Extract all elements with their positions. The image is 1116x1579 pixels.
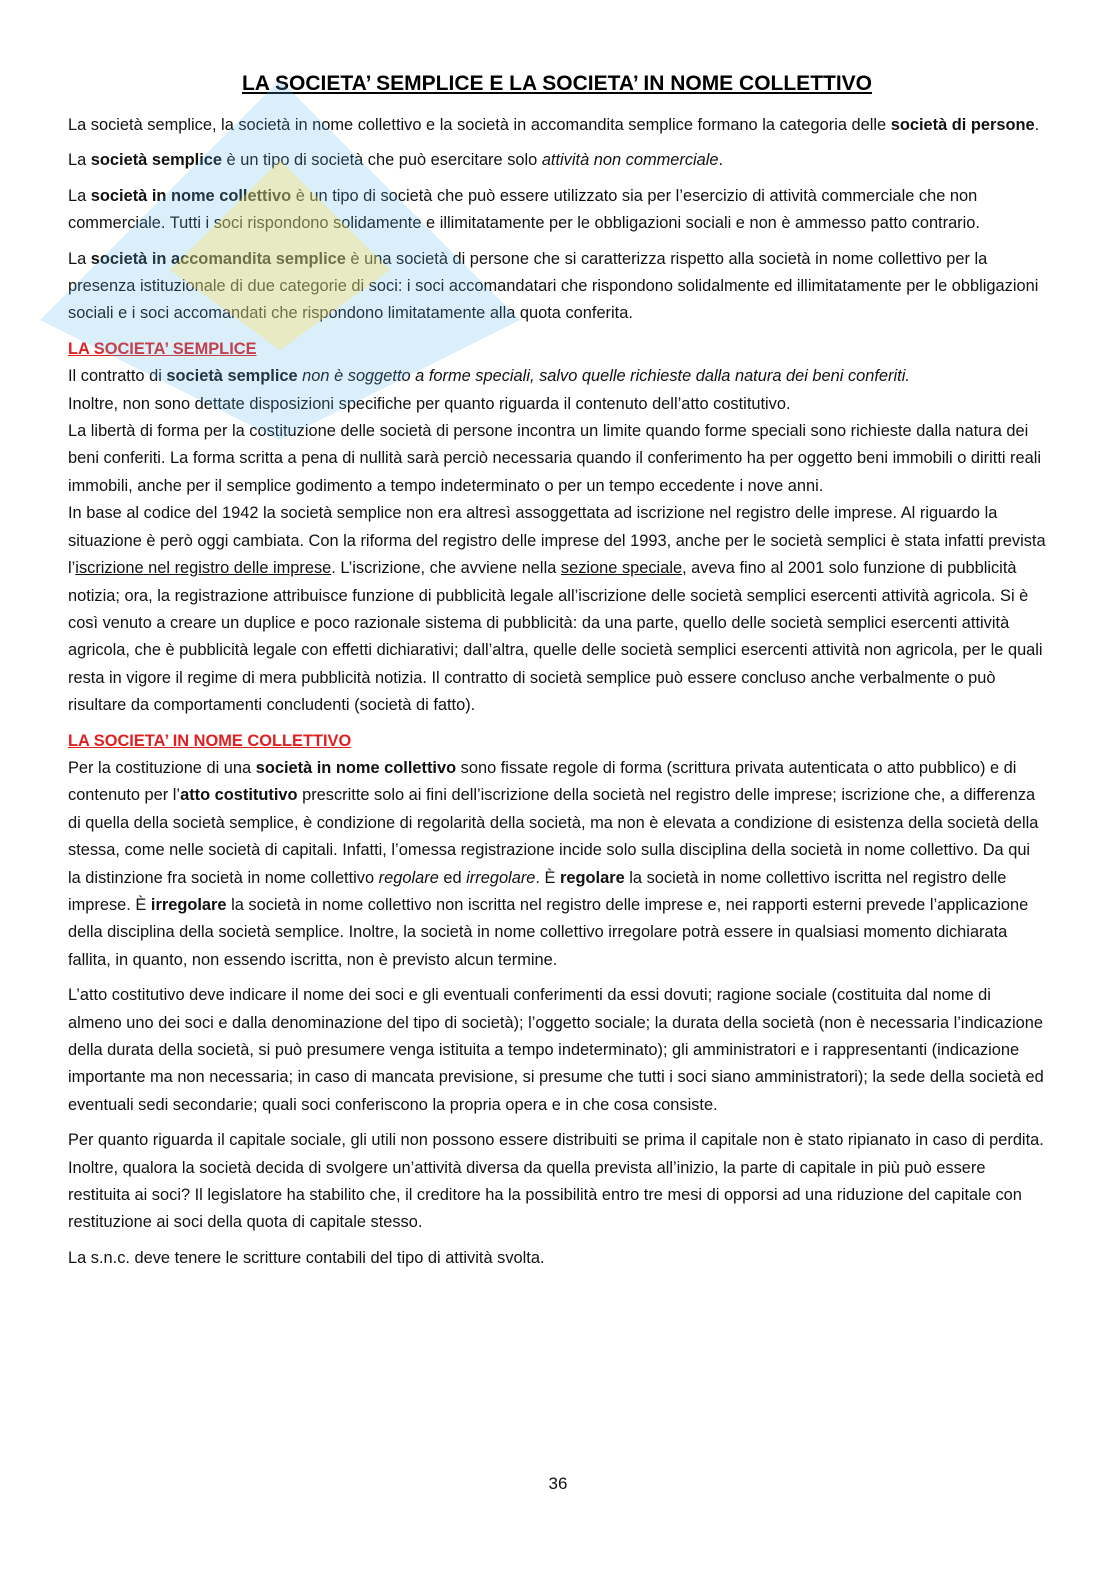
page-number: 36 [548,1474,568,1493]
section2-paragraph-4: La s.n.c. deve tenere le scritture contabili del tipo di attività svolta. [68,1248,545,1267]
section-heading-societa-semplice: LA SOCIETA’ SEMPLICE [68,339,257,358]
intro-paragraph-4: La società in accomandita semplice è una società di persone che si caratterizza rispetto alla società in nome collettivo per la presenza istituzionale di due categorie di soci: i soci accomandatari che rispondono solidalmente ed illimitatamente per le obbligazioni sociali e i soci accomandati che rispondono limitatamente alla quota conferita. [68,249,1039,323]
intro-paragraph-1: La società semplice, la società in nome collettivo e la società in accomandita semplice formano la categoria delle società di persone. [68,116,1040,134]
section1-paragraph-1: Il contratto di società semplice non è soggetto a forme speciali, salvo quelle richieste dalla natura dei beni conferiti. [68,367,910,386]
section1-paragraph-3: La libertà di forma per la costituzione delle società di persone incontra un limite quando forme speciali sono richieste dalla natura dei beni conferiti. La forma scritta a pena di nullità sarà perciò necessaria quando il conferimento ha per oggetto beni immobili o diritti reali immobili, anche per il semplice godimento a tempo indeterminato o per un tempo eccedente i nove anni. [68,422,1042,495]
section2-paragraph-1: Per la costituzione di una società in nome collettivo sono fissate regole di forma (scrittura privata autenticata o atto pubblico) e di contenuto per l’atto costitutivo prescritte solo ai fini dell’iscrizione della società nel registro delle imprese; iscrizione che, a differenza di quella della società semplice, è condizione di regolarità della società, ma non è elevata a condizione di esistenza della società della stessa, come nelle società di capitali. Infatti, l’omessa registrazione incide solo sulla disciplina della società in nome collettivo. Da qui la distinzione fra società in nome collettivo regolare ed irregolare. È regolare la società in nome collettivo iscritta nel registro delle imprese. È irregolare la società in nome collettivo non iscritta nel registro delle imprese e, nei rapporti esterni prevede l’applicazione della disciplina della società semplice. Inoltre, la società in nome collettivo irregolare potrà essere in qualsiasi momento dichiarata fallita, in quanto, non essendo iscritta, non è previsto alcun termine. [68,758,1039,969]
section1-paragraph-2: Inoltre, non sono dettate disposizioni specifiche per quanto riguarda il contenuto dell’atto costitutivo. [68,394,791,413]
section1-paragraph-4: In base al codice del 1942 la società semplice non era altresì assoggettata ad iscrizione nel registro delle imprese. Al riguardo la situazione è però oggi cambiata. Con la riforma del registro delle imprese del 1993, anche per le società semplici è stata infatti prevista l’iscrizione nel registro delle imprese. L’iscrizione, che avviene nella sezione speciale, aveva fino al 2001 solo funzione di pubblicità notizia; ora, la registrazione attribuisce funzione di pubblicità legale all’iscrizione delle società semplici esercenti attività agricola. Si è così venuto a creare un duplice e poco razionale sistema di pubblicità: da una parte, quello delle società semplici esercenti attività agricola, che è pubblicità legale con effetti dichiarativi; dall’altra, quelle delle società semplici esercenti attività non agricola, per le quali resta in vigore il regime di mera pubblicità notizia. Il contratto di società semplice può essere concluso anche verbalmente o può risultare da comportamenti concludenti (società di fatto). [68,504,1046,715]
page-title: LA SOCIETA’ SEMPLICE E LA SOCIETA’ IN NOME COLLETTIVO [241,72,873,95]
intro-paragraph-3: La società in nome collettivo è un tipo di società che può essere utilizzato sia per l’esercizio di attività commerciale che non commerciale. Tutti i soci rispondono solidamente e illimitatamente per le obbligazioni sociali e non è ammesso patto contrario. [68,186,980,233]
section2-paragraph-3: Per quanto riguarda il capitale sociale, gli utili non possono essere distribuiti se prima il capitale non è stato ripianato in caso di perdita. Inoltre, qualora la società decida di svolgere un’attività diversa da quella prevista all’inizio, la parte di capitale in più può essere restituita ai soci? Il legislatore ha stabilito che, il creditore ha la possibilità entro tre mesi di opporsi ad una riduzione del capitale con restituzione ai soci della quota di capitale stesso. [68,1131,1044,1232]
section-heading-nome-collettivo: LA SOCIETA’ IN NOME COLLETTIVO [68,731,352,750]
intro-paragraph-2: La società semplice è un tipo di società che può esercitare solo attività non commerciale. [68,151,724,170]
section2-paragraph-2: L’atto costitutivo deve indicare il nome dei soci e gli eventuali conferimenti da essi dovuti; ragione sociale (costituita dal nome di almeno uno dei soci e dalla denominazione del tipo di società); l’oggetto sociale; la durata della società (non è necessaria l’indicazione della durata della società, si può presumere venga istituita a tempo indeterminato); gli amministratori e i rappresentanti (indicazione importante ma non necessaria; in caso di mancata previsione, si presume che tutti i soci siano amministratori); la sede della società ed eventuali sedi secondarie; quali soci conferiscono la propria opera e in che cosa consiste. [68,986,1044,1114]
